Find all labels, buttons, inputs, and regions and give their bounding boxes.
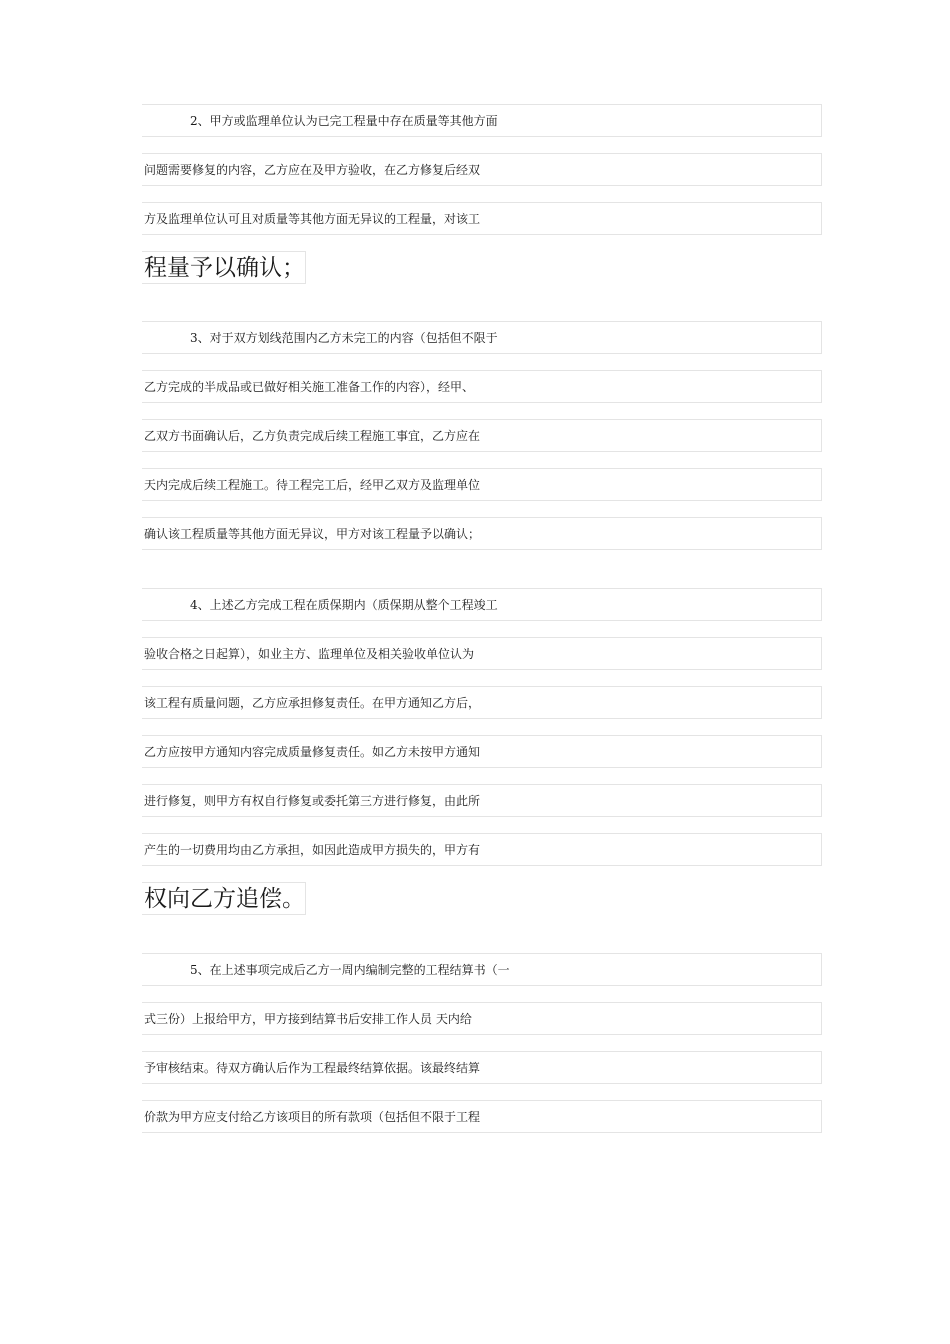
paragraph-line: 4、上述乙方完成工程在质保期内（质保期从整个工程竣工 bbox=[142, 588, 822, 621]
paragraph-line: 方及监理单位认可且对质量等其他方面无异议的工程量，对该工 bbox=[142, 202, 822, 235]
paragraph-line: 乙方完成的半成品或已做好相关施工准备工作的内容），经甲、 bbox=[142, 370, 822, 403]
paragraph-line: 3、对于双方划线范围内乙方未完工的内容（包括但不限于 bbox=[142, 321, 822, 354]
paragraph-line: 式三份）上报给甲方，甲方接到结算书后安排工作人员 天内给 bbox=[142, 1002, 822, 1035]
paragraph-line: 予审核结束。待双方确认后作为工程最终结算依据。该最终结算 bbox=[142, 1051, 822, 1084]
paragraph-line: 确认该工程质量等其他方面无异议，甲方对该工程量予以确认； bbox=[142, 517, 822, 550]
paragraph-line: 产生的一切费用均由乙方承担，如因此造成甲方损失的，甲方有 bbox=[142, 833, 822, 866]
paragraph-line: 乙双方书面确认后，乙方负责完成后续工程施工事宜，乙方应在 bbox=[142, 419, 822, 452]
clause-5-paragraph bbox=[142, 953, 822, 1149]
paragraph-line: 验收合格之日起算），如业主方、监理单位及相关验收单位认为 bbox=[142, 637, 822, 670]
paragraph-line: 程量予以确认； bbox=[142, 251, 306, 284]
clause-2-paragraph bbox=[142, 104, 822, 300]
paragraph-line: 进行修复，则甲方有权自行修复或委托第三方进行修复，由此所 bbox=[142, 784, 822, 817]
paragraph-line: 价款为甲方应支付给乙方该项目的所有款项（包括但不限于工程 bbox=[142, 1100, 822, 1133]
clause-3-paragraph bbox=[142, 321, 822, 566]
clause-4-paragraph bbox=[142, 588, 822, 931]
paragraph-line: 权向乙方追偿。 bbox=[142, 882, 306, 915]
paragraph-line: 该工程有质量问题，乙方应承担修复责任。在甲方通知乙方后， bbox=[142, 686, 822, 719]
paragraph-line: 天内完成后续工程施工。待工程完工后，经甲乙双方及监理单位 bbox=[142, 468, 822, 501]
paragraph-line: 问题需要修复的内容，乙方应在及甲方验收，在乙方修复后经双 bbox=[142, 153, 822, 186]
paragraph-line: 2、甲方或监理单位认为已完工程量中存在质量等其他方面 bbox=[142, 104, 822, 137]
paragraph-line: 5、在上述事项完成后乙方一周内编制完整的工程结算书（一 bbox=[142, 953, 822, 986]
paragraph-line: 乙方应按甲方通知内容完成质量修复责任。如乙方未按甲方通知 bbox=[142, 735, 822, 768]
